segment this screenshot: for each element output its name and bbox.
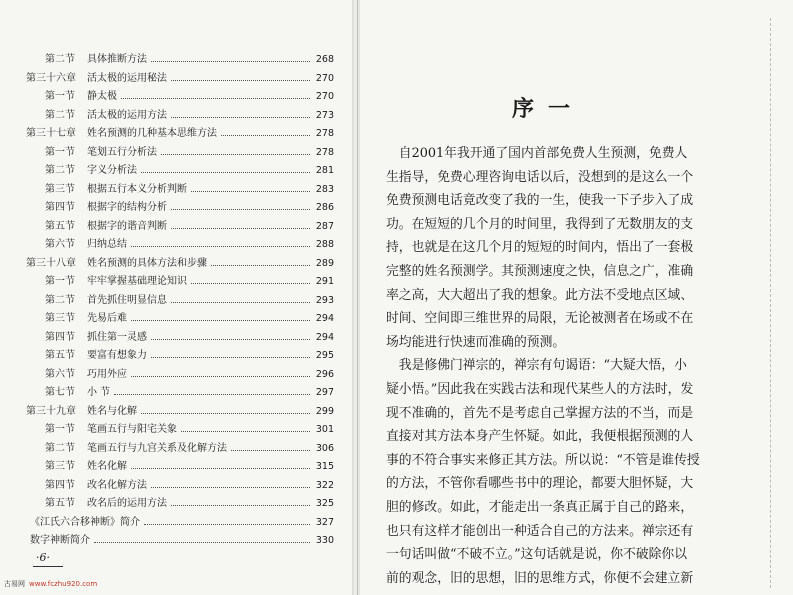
toc-entry: [0, 309, 352, 329]
toc-entry-page: 288: [315, 239, 334, 250]
toc-entry-label: 第三十八章: [26, 257, 76, 269]
toc-leader-dots: [171, 115, 310, 118]
toc-leader-dots: [144, 522, 310, 525]
toc-entry: [0, 143, 352, 163]
preface-text-line: 直接对其方法本身产生怀疑。如此，我便根据预测的人: [386, 429, 694, 445]
toc-entry-title: 改名后的运用方法: [87, 498, 167, 509]
toc-entry-page: 294: [315, 331, 334, 343]
toc-leader-dots: [191, 281, 310, 284]
preface-text-line: 胆的修改。如此，才能走出一条真正属于自己的路来，: [386, 500, 694, 515]
toc-entry-page: 297: [315, 387, 334, 398]
toc-entry-label: 第四节: [45, 479, 75, 491]
table-of-contents-page: [0, 0, 352, 595]
toc-entry: [0, 50, 352, 70]
toc-entry: [0, 476, 352, 496]
toc-entry-page: 306: [315, 442, 334, 454]
toc-entry: [0, 346, 352, 366]
toc-leader-dots: [94, 540, 310, 543]
toc-entry-page: 325: [315, 498, 334, 509]
toc-entry: [0, 235, 352, 255]
toc-entry-page: 268: [315, 54, 334, 65]
toc-entry-page: 330: [315, 535, 334, 546]
toc-leader-dots: [191, 189, 310, 192]
toc-entry-title: 笔画五行与九宫关系及化解方法: [87, 442, 227, 454]
watermark-url: www.fczhu920.com: [29, 580, 98, 588]
toc-entry-label: 第二节: [45, 442, 75, 454]
toc-entry-page: 289: [315, 257, 334, 269]
toc-entry-title: 姓名预测的具体方法和步骤: [87, 257, 207, 269]
toc-entry-title: 《江氏六合移神断》简介: [30, 516, 140, 528]
toc-entry-title: 静太极: [87, 91, 117, 102]
toc-entry-label: 第三节: [45, 461, 75, 472]
toc-leader-dots: [151, 59, 310, 62]
page-edge-mark: [770, 18, 778, 588]
page-number-rule: [33, 566, 63, 567]
toc-leader-dots: [141, 170, 310, 173]
toc-entry-page: 296: [315, 368, 334, 380]
toc-entry-label: 第五节: [45, 498, 75, 509]
toc-leader-dots: [231, 448, 310, 451]
toc-entry: [0, 402, 352, 422]
toc-entry-page: 287: [315, 220, 334, 232]
toc-entry-label: 第三十六章: [26, 72, 76, 84]
toc-entry: [0, 161, 352, 181]
toc-entry-label: 第二节: [45, 109, 75, 121]
toc-leader-dots: [171, 503, 310, 506]
toc-entry-title: 数字神断简介: [30, 535, 90, 546]
preface-text-line: 完整的姓名预测学。其预测速度之快，信息之广，准确: [386, 264, 694, 279]
toc-entry-page: 273: [315, 109, 334, 121]
toc-leader-dots: [171, 226, 310, 229]
toc-leader-dots: [131, 244, 310, 247]
page-number: ·6·: [36, 551, 50, 564]
toc-entry-page: 295: [315, 350, 334, 361]
preface-text-line: 场均能进行快速而准确的预测。: [386, 334, 566, 350]
toc-leader-dots: [161, 152, 310, 155]
toc-entry-title: 先易后难: [87, 313, 127, 324]
watermark: [4, 579, 97, 589]
toc-entry-title: 姓名预测的几种基本思维方法: [87, 128, 217, 139]
toc-entry-title: 姓名与化解: [87, 405, 137, 417]
toc-entry-page: 293: [315, 294, 334, 306]
toc-entry: [0, 383, 352, 403]
toc-leader-dots: [171, 300, 310, 303]
preface-text-line: 现不准确的，首先不是考虑自己掌握方法的不当，而是: [386, 405, 694, 421]
toc-entry-page: 294: [315, 313, 334, 324]
toc-entry: [0, 254, 352, 274]
toc-entry-title: 根据字的谐音判断: [87, 220, 167, 232]
toc-entry-label: 第四节: [45, 331, 75, 343]
toc-entry-page: 283: [315, 183, 334, 195]
toc-entry: [0, 198, 352, 218]
toc-entry-title: 具体推断方法: [87, 54, 147, 65]
toc-entry-title: 字义分析法: [87, 165, 137, 176]
preface-text-line: 一句话叫做“不破不立。”这句话就是说，你不破除你以: [386, 547, 688, 563]
preface-text-line: 功。在短短的几个月的时间里，我得到了无数朋友的支: [386, 216, 694, 232]
toc-leader-dots: [171, 78, 310, 81]
toc-entry-page: 281: [315, 165, 334, 176]
toc-entry: [0, 365, 352, 385]
toc-entry-page: 299: [315, 405, 334, 417]
toc-entry-title: 笔画五行与阳宅关象: [87, 424, 177, 435]
toc-entry: [0, 87, 352, 107]
book-gutter: [352, 0, 360, 595]
toc-entry-label: 第五节: [45, 220, 75, 232]
toc-leader-dots: [121, 96, 310, 99]
preface-text-line: 疑小悟。”因此我在实践古法和现代某些人的方法时，发: [386, 382, 694, 397]
toc-entry-label: 第三十九章: [26, 405, 76, 417]
preface-text-line: 率之高，大大超出了我的想象。此方法不受地点区域、: [386, 287, 694, 303]
toc-entry: [0, 180, 352, 200]
toc-entry-label: 第三节: [45, 313, 75, 324]
preface-title: 序一: [512, 97, 585, 122]
toc-entry-label: 第七节: [45, 387, 75, 398]
toc-entry-page: 301: [315, 424, 334, 435]
preface-text-line: 前的观念，旧的思想，旧的思维方式，你便不会建立新: [386, 570, 694, 586]
preface-text-line: 事的不符合事实来修正其方法。所以说：“不管是谁传授: [386, 452, 700, 468]
preface-text-line: 我是修佛门禅宗的，禅宗有句谒语：“大疑大悟，小: [386, 358, 687, 374]
watermark-site-name: 古易网: [4, 580, 25, 588]
toc-entry: [0, 106, 352, 126]
toc-entry-title: 根据字的结构分析: [87, 202, 167, 213]
toc-entry-title: 姓名化解: [87, 461, 127, 472]
toc-entry: [0, 513, 352, 533]
preface-text-line: 自2001年我开通了国内首部免费人生预测，免费人: [386, 146, 688, 161]
toc-entry-title: 抓住第一灵感: [87, 331, 147, 343]
toc-entry-page: 286: [315, 202, 334, 213]
toc-entry: [0, 494, 352, 514]
preface-page: [360, 0, 793, 595]
toc-entry-page: 315: [315, 461, 334, 472]
toc-leader-dots: [151, 337, 310, 340]
toc-entry: [0, 217, 352, 237]
preface-text-line: 的方法，不管你看哪些书中的理论，都要大胆怀疑，大: [386, 476, 694, 492]
toc-entry-title: 笔划五行分析法: [87, 146, 157, 158]
toc-entry-label: 第二节: [45, 54, 75, 65]
preface-text-line: 时间、空间即三维世界的局限，无论被测者在场或不在: [386, 311, 694, 327]
toc-leader-dots: [151, 355, 310, 358]
toc-entry-page: 322: [315, 479, 334, 491]
toc-entry-page: 327: [315, 516, 334, 528]
toc-entry-title: 首先抓住明显信息: [87, 294, 167, 306]
toc-entry: [0, 124, 352, 144]
toc-entry: [0, 328, 352, 348]
toc-entry: [0, 420, 352, 440]
toc-leader-dots: [131, 374, 310, 377]
toc-leader-dots: [171, 207, 310, 210]
toc-entry-label: 第一节: [45, 424, 75, 435]
toc-leader-dots: [181, 429, 310, 432]
toc-entry-label: 第六节: [45, 239, 75, 250]
toc-entry: [0, 439, 352, 459]
toc-entry-label: 第三节: [45, 183, 75, 195]
preface-text-line: 持，也就是在这几个月的短短的时间内，悟出了一套极: [386, 240, 694, 256]
toc-leader-dots: [151, 485, 310, 488]
toc-entry-title: 巧用外应: [87, 368, 127, 380]
toc-leader-dots: [211, 263, 310, 266]
toc-entry: [0, 457, 352, 477]
toc-entry: [0, 291, 352, 311]
toc-leader-dots: [114, 392, 310, 395]
toc-leader-dots: [221, 133, 310, 136]
toc-entry-title: 要富有想象力: [87, 350, 147, 361]
toc-entry-label: 第二节: [45, 165, 75, 176]
toc-entry: [0, 272, 352, 292]
toc-entry-label: 第六节: [45, 368, 75, 380]
toc-entry-page: 291: [315, 276, 334, 287]
preface-text-line: 生指导，免费心理咨询电话以后，没想到的是这么一个: [386, 169, 694, 185]
toc-entry: [0, 69, 352, 89]
preface-text-line: 也只有这样才能创出一种适合自己的方法来。禅宗还有: [386, 523, 694, 539]
toc-entry: [0, 531, 352, 551]
toc-leader-dots: [131, 318, 310, 321]
toc-entry-page: 278: [315, 128, 334, 139]
toc-entry-title: 归纳总结: [87, 239, 127, 250]
toc-entry-title: 活太极的运用方法: [87, 109, 167, 121]
preface-text-line: 免费预测电话竟改变了我的一生，使我一下子步入了成: [386, 193, 694, 209]
gutter-fold-line: [357, 0, 358, 595]
toc-entry-title: 根据五行本义分析判断: [87, 183, 187, 195]
toc-entry-label: 第一节: [45, 146, 75, 158]
toc-entry-label: 第二节: [45, 294, 75, 306]
toc-entry-page: 270: [315, 91, 334, 102]
toc-leader-dots: [131, 466, 310, 469]
toc-entry-label: 第五节: [45, 350, 75, 361]
toc-entry-title: 改名化解方法: [87, 479, 147, 491]
toc-entry-label: 第一节: [45, 91, 75, 102]
toc-entry-title: 牢牢掌握基础理论知识: [87, 276, 187, 287]
toc-entry-page: 278: [315, 146, 334, 158]
toc-entry-page: 270: [315, 72, 334, 84]
toc-entry-label: 第一节: [45, 276, 75, 287]
toc-entry-label: 第四节: [45, 202, 75, 213]
toc-entry-title: 小 节: [87, 387, 111, 398]
toc-entry-label: 第三十七章: [26, 128, 76, 139]
toc-leader-dots: [141, 411, 310, 414]
toc-entry-title: 活太极的运用秘法: [87, 72, 167, 84]
